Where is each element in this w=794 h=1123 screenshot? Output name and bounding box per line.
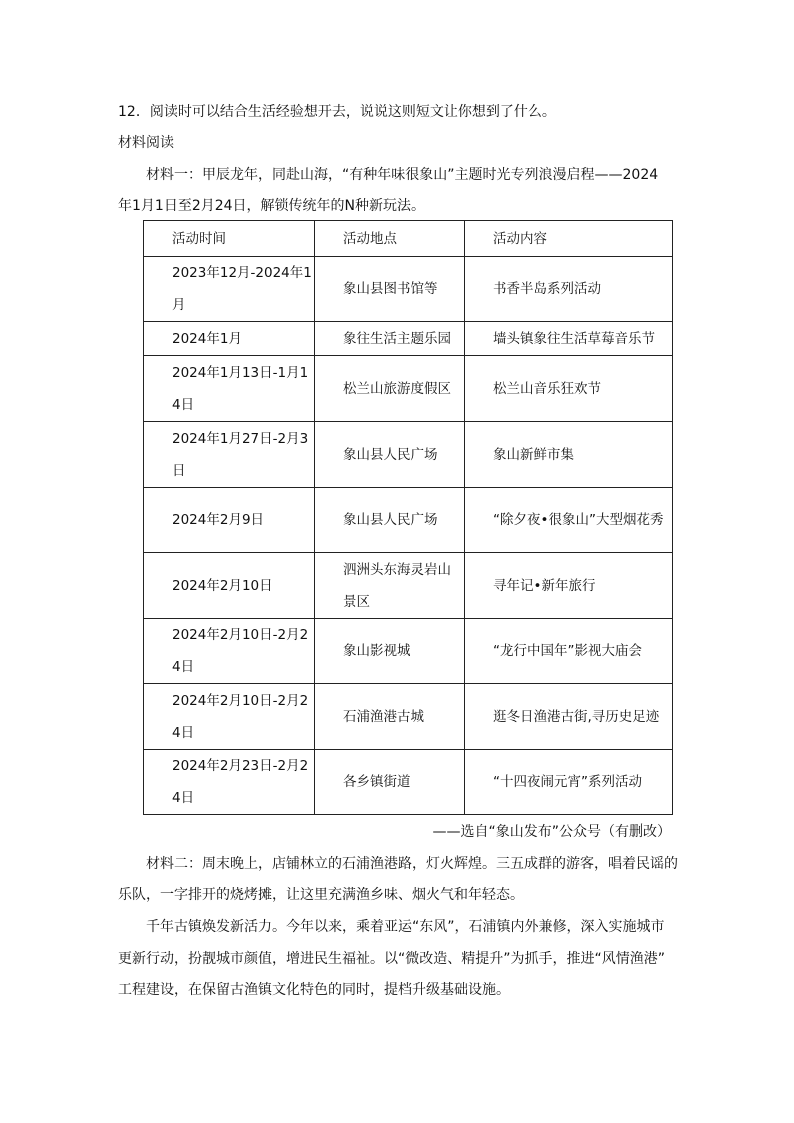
cell-time: 2024年2月10日-2月24日: [144, 684, 315, 750]
header-place: 活动地点: [315, 221, 465, 257]
material1-line1: 材料一：甲辰龙年，同赴山海，“有种年味很象山”主题时光专列浪漫启程——2024: [146, 167, 659, 183]
cell-time: 2024年2月10日-2月24日: [144, 619, 315, 684]
cell-content: 象山新鲜市集: [465, 422, 673, 488]
cell-place: 象山县图书馆等: [315, 257, 465, 322]
table-row: [144, 684, 673, 750]
table-header-row: [144, 221, 673, 257]
table-row: [144, 322, 673, 356]
table-row: [144, 619, 673, 684]
material1-line2: 年1月1日至2月24日，解锁传统年的N种新玩法。: [118, 198, 426, 214]
cell-content: 寻年记•新年旅行: [465, 553, 673, 619]
cell-place: 各乡镇街道: [315, 750, 465, 815]
cell-content: 墙头镇象往生活草莓音乐节: [465, 322, 673, 356]
source-note: ——选自“象山发布”公众号（有删改）: [432, 824, 671, 840]
cell-time: 2024年2月10日: [144, 553, 315, 619]
cell-place: 象山县人民广场: [315, 422, 465, 488]
activity-table: [143, 220, 673, 815]
cell-time: 2023年12月-2024年1月: [144, 257, 315, 322]
cell-content: 逛冬日渔港古街,寻历史足迹: [465, 684, 673, 750]
cell-place: 象山影视城: [315, 619, 465, 684]
cell-content: “十四夜闹元宵”系列活动: [465, 750, 673, 815]
cell-time: 2024年1月: [144, 322, 315, 356]
table-row: [144, 422, 673, 488]
cell-place: 象山县人民广场: [315, 488, 465, 553]
cell-place: 泗洲头东海灵岩山景区: [315, 553, 465, 619]
material2-p2-line2: 更新行动，扮靓城市颜值，增进民生福祉。以“微改造、精提升”为抓手，推进“风情渔港”: [118, 951, 666, 967]
header-time: 活动时间: [144, 221, 315, 257]
material2-p1-line1: 材料二：周末晚上，店铺林立的石浦渔港路，灯火辉煌。三五成群的游客，唱着民谣的: [146, 856, 678, 872]
table-row: [144, 356, 673, 422]
section-title: 材料阅读: [118, 135, 174, 151]
table-row: [144, 553, 673, 619]
header-content: 活动内容: [465, 221, 673, 257]
cell-content: 松兰山音乐狂欢节: [465, 356, 673, 422]
cell-content: 书香半岛系列活动: [465, 257, 673, 322]
table-row: [144, 488, 673, 553]
table-row: [144, 750, 673, 815]
cell-content: “龙行中国年”影视大庙会: [465, 619, 673, 684]
cell-place: 石浦渔港古城: [315, 684, 465, 750]
material2-p2-line1: 千年古镇焕发新活力。今年以来，乘着亚运“东风”，石浦镇内外兼修，深入实施城市: [146, 919, 665, 935]
question-12: 12．阅读时可以结合生活经验想开去，说说这则短文让你想到了什么。: [118, 104, 556, 120]
cell-content: “除夕夜•很象山”大型烟花秀: [465, 488, 673, 553]
cell-time: 2024年2月23日-2月24日: [144, 750, 315, 815]
cell-place: 象往生活主题乐园: [315, 322, 465, 356]
material2-p1-line2: 乐队，一字排开的烧烤摊，让这里充满渔乡味、烟火气和年轻态。: [118, 887, 524, 903]
cell-time: 2024年1月27日-2月3日: [144, 422, 315, 488]
cell-time: 2024年2月9日: [144, 488, 315, 553]
cell-place: 松兰山旅游度假区: [315, 356, 465, 422]
material2-p2-line3: 工程建设，在保留古渔镇文化特色的同时，提档升级基础设施。: [118, 982, 510, 998]
cell-time: 2024年1月13日-1月14日: [144, 356, 315, 422]
table-row: [144, 257, 673, 322]
